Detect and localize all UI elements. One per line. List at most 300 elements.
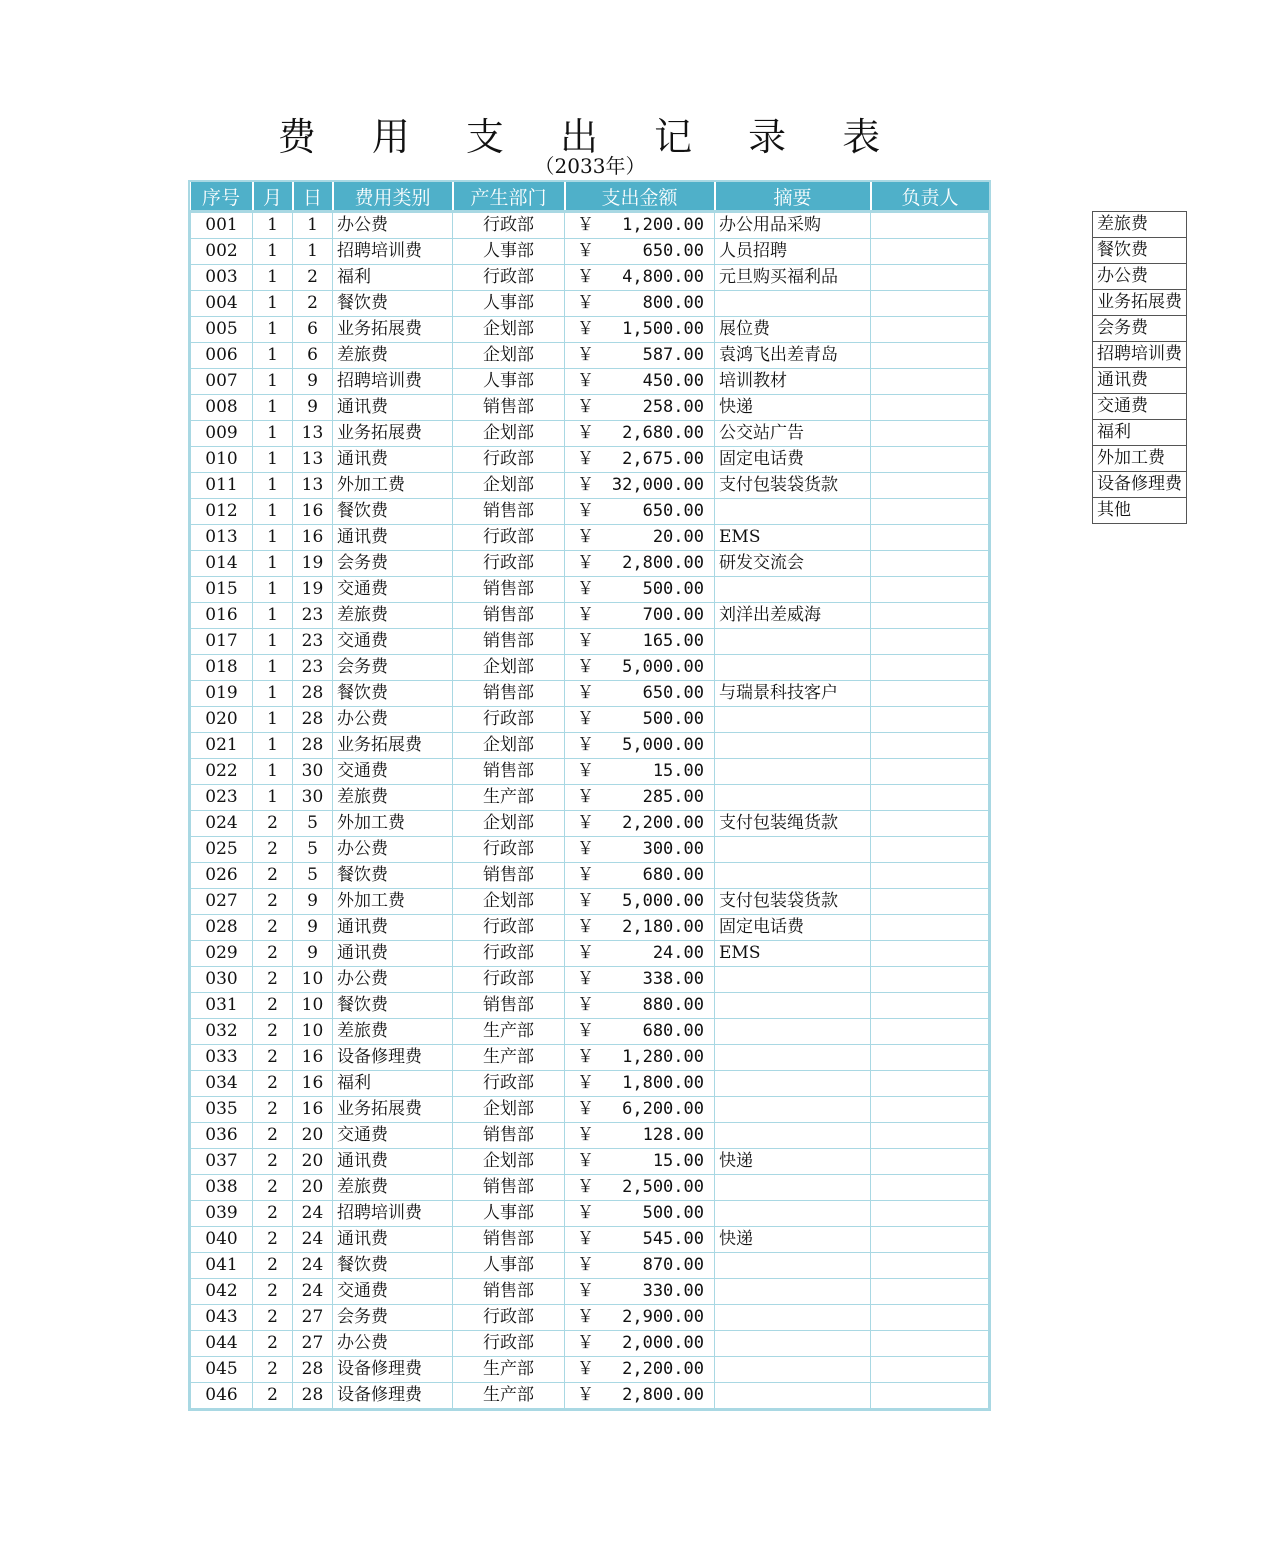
- cell-summary[interactable]: 固定电话费: [715, 915, 871, 941]
- cell-category[interactable]: 福利: [333, 265, 453, 291]
- cell-department[interactable]: 生产部: [453, 1019, 565, 1045]
- cell-department[interactable]: 企划部: [453, 343, 565, 369]
- cell-department[interactable]: 企划部: [453, 733, 565, 759]
- cell-amount[interactable]: [565, 707, 715, 733]
- cell-category[interactable]: 办公费: [333, 1331, 453, 1357]
- cell-department[interactable]: 企划部: [453, 421, 565, 447]
- cell-day[interactable]: 6: [293, 317, 333, 343]
- cell-day[interactable]: 9: [293, 369, 333, 395]
- cell-no[interactable]: 043: [191, 1305, 253, 1331]
- cell-department[interactable]: 人事部: [453, 369, 565, 395]
- cell-department[interactable]: 行政部: [453, 551, 565, 577]
- cell-summary[interactable]: [715, 1331, 871, 1357]
- cell-day[interactable]: 30: [293, 785, 333, 811]
- cell-day[interactable]: 9: [293, 915, 333, 941]
- cell-category[interactable]: 福利: [333, 1071, 453, 1097]
- cell-owner[interactable]: [871, 889, 989, 915]
- cell-category[interactable]: 业务拓展费: [333, 733, 453, 759]
- cell-department[interactable]: 销售部: [453, 1175, 565, 1201]
- cell-owner[interactable]: [871, 759, 989, 785]
- cell-amount[interactable]: [565, 629, 715, 655]
- cell-month[interactable]: 1: [253, 212, 293, 239]
- cell-summary[interactable]: [715, 629, 871, 655]
- cell-month[interactable]: 1: [253, 551, 293, 577]
- header-owner[interactable]: 负责人: [871, 182, 989, 212]
- cell-day[interactable]: 1: [293, 212, 333, 239]
- cell-amount[interactable]: [565, 1331, 715, 1357]
- cell-no[interactable]: 034: [191, 1071, 253, 1097]
- cell-amount[interactable]: [565, 1253, 715, 1279]
- cell-owner[interactable]: [871, 1019, 989, 1045]
- cell-month[interactable]: 2: [253, 1279, 293, 1305]
- cell-owner[interactable]: [871, 733, 989, 759]
- category-list-item[interactable]: 招聘培训费: [1093, 342, 1187, 368]
- cell-day[interactable]: 1: [293, 239, 333, 265]
- cell-owner[interactable]: [871, 1227, 989, 1253]
- cell-summary[interactable]: [715, 577, 871, 603]
- cell-summary[interactable]: 支付包装袋货款: [715, 473, 871, 499]
- cell-owner[interactable]: [871, 1149, 989, 1175]
- cell-amount[interactable]: [565, 1279, 715, 1305]
- cell-owner[interactable]: [871, 343, 989, 369]
- cell-summary[interactable]: 公交站广告: [715, 421, 871, 447]
- cell-month[interactable]: 2: [253, 863, 293, 889]
- cell-day[interactable]: 6: [293, 343, 333, 369]
- cell-month[interactable]: 1: [253, 759, 293, 785]
- cell-department[interactable]: 生产部: [453, 785, 565, 811]
- cell-category[interactable]: 餐饮费: [333, 681, 453, 707]
- cell-owner[interactable]: [871, 1357, 989, 1383]
- cell-department[interactable]: 行政部: [453, 525, 565, 551]
- cell-amount[interactable]: [565, 1357, 715, 1383]
- cell-amount[interactable]: [565, 369, 715, 395]
- cell-owner[interactable]: [871, 785, 989, 811]
- cell-no[interactable]: 041: [191, 1253, 253, 1279]
- cell-owner[interactable]: [871, 1279, 989, 1305]
- cell-owner[interactable]: [871, 1331, 989, 1357]
- cell-department[interactable]: 企划部: [453, 811, 565, 837]
- cell-summary[interactable]: [715, 733, 871, 759]
- cell-summary[interactable]: EMS: [715, 525, 871, 551]
- cell-day[interactable]: 24: [293, 1279, 333, 1305]
- cell-month[interactable]: 2: [253, 1331, 293, 1357]
- cell-no[interactable]: 044: [191, 1331, 253, 1357]
- cell-day[interactable]: 30: [293, 759, 333, 785]
- cell-category[interactable]: 业务拓展费: [333, 421, 453, 447]
- cell-department[interactable]: 行政部: [453, 212, 565, 239]
- cell-summary[interactable]: [715, 1097, 871, 1123]
- cell-amount[interactable]: [565, 1305, 715, 1331]
- cell-category[interactable]: 交通费: [333, 629, 453, 655]
- cell-department[interactable]: 人事部: [453, 291, 565, 317]
- cell-day[interactable]: 9: [293, 395, 333, 421]
- cell-no[interactable]: 005: [191, 317, 253, 343]
- cell-category[interactable]: 办公费: [333, 967, 453, 993]
- cell-amount[interactable]: [565, 1201, 715, 1227]
- cell-category[interactable]: 通讯费: [333, 447, 453, 473]
- cell-day[interactable]: 5: [293, 863, 333, 889]
- cell-owner[interactable]: [871, 499, 989, 525]
- cell-owner[interactable]: [871, 1175, 989, 1201]
- cell-amount[interactable]: [565, 681, 715, 707]
- cell-owner[interactable]: [871, 941, 989, 967]
- cell-summary[interactable]: [715, 1201, 871, 1227]
- cell-department[interactable]: 企划部: [453, 317, 565, 343]
- cell-no[interactable]: 018: [191, 655, 253, 681]
- cell-month[interactable]: 2: [253, 1383, 293, 1409]
- cell-month[interactable]: 2: [253, 1201, 293, 1227]
- cell-department[interactable]: 行政部: [453, 447, 565, 473]
- cell-month[interactable]: 2: [253, 889, 293, 915]
- cell-no[interactable]: 014: [191, 551, 253, 577]
- cell-amount[interactable]: [565, 1071, 715, 1097]
- cell-month[interactable]: 1: [253, 499, 293, 525]
- cell-month[interactable]: 1: [253, 655, 293, 681]
- cell-month[interactable]: 2: [253, 967, 293, 993]
- cell-category[interactable]: 招聘培训费: [333, 239, 453, 265]
- cell-month[interactable]: 1: [253, 447, 293, 473]
- cell-day[interactable]: 10: [293, 993, 333, 1019]
- cell-day[interactable]: 24: [293, 1227, 333, 1253]
- cell-department[interactable]: 人事部: [453, 1253, 565, 1279]
- cell-summary[interactable]: [715, 785, 871, 811]
- cell-month[interactable]: 1: [253, 577, 293, 603]
- header-summary[interactable]: 摘要: [715, 182, 871, 212]
- cell-no[interactable]: 017: [191, 629, 253, 655]
- cell-summary[interactable]: [715, 1175, 871, 1201]
- cell-category[interactable]: 通讯费: [333, 941, 453, 967]
- cell-owner[interactable]: [871, 1253, 989, 1279]
- cell-summary[interactable]: 元旦购买福利品: [715, 265, 871, 291]
- cell-department[interactable]: 行政部: [453, 967, 565, 993]
- cell-month[interactable]: 2: [253, 1175, 293, 1201]
- cell-amount[interactable]: [565, 967, 715, 993]
- category-list-item[interactable]: 交通费: [1093, 394, 1187, 420]
- cell-department[interactable]: 销售部: [453, 863, 565, 889]
- cell-day[interactable]: 16: [293, 525, 333, 551]
- cell-amount[interactable]: [565, 889, 715, 915]
- cell-category[interactable]: 交通费: [333, 1279, 453, 1305]
- cell-day[interactable]: 28: [293, 707, 333, 733]
- cell-owner[interactable]: [871, 993, 989, 1019]
- cell-day[interactable]: 23: [293, 603, 333, 629]
- cell-department[interactable]: 行政部: [453, 837, 565, 863]
- cell-category[interactable]: 办公费: [333, 707, 453, 733]
- cell-department[interactable]: 人事部: [453, 239, 565, 265]
- cell-month[interactable]: 2: [253, 837, 293, 863]
- cell-department[interactable]: 行政部: [453, 1331, 565, 1357]
- cell-department[interactable]: 销售部: [453, 759, 565, 785]
- cell-amount[interactable]: [565, 1149, 715, 1175]
- cell-summary[interactable]: EMS: [715, 941, 871, 967]
- category-list-item[interactable]: 办公费: [1093, 264, 1187, 290]
- cell-department[interactable]: 销售部: [453, 681, 565, 707]
- cell-amount[interactable]: [565, 1227, 715, 1253]
- cell-no[interactable]: 024: [191, 811, 253, 837]
- cell-day[interactable]: 19: [293, 577, 333, 603]
- cell-month[interactable]: 1: [253, 421, 293, 447]
- cell-day[interactable]: 9: [293, 889, 333, 915]
- cell-summary[interactable]: [715, 1357, 871, 1383]
- cell-day[interactable]: 28: [293, 1357, 333, 1383]
- cell-no[interactable]: 008: [191, 395, 253, 421]
- cell-category[interactable]: 差旅费: [333, 1175, 453, 1201]
- category-list-item[interactable]: 业务拓展费: [1093, 290, 1187, 316]
- cell-department[interactable]: 销售部: [453, 1123, 565, 1149]
- cell-amount[interactable]: [565, 811, 715, 837]
- cell-category[interactable]: 交通费: [333, 577, 453, 603]
- cell-department[interactable]: 行政部: [453, 1071, 565, 1097]
- cell-amount[interactable]: [565, 473, 715, 499]
- cell-amount[interactable]: [565, 239, 715, 265]
- cell-day[interactable]: 2: [293, 265, 333, 291]
- cell-department[interactable]: 销售部: [453, 1227, 565, 1253]
- category-list-item[interactable]: 福利: [1093, 420, 1187, 446]
- cell-category[interactable]: 业务拓展费: [333, 317, 453, 343]
- cell-no[interactable]: 022: [191, 759, 253, 785]
- cell-month[interactable]: 1: [253, 291, 293, 317]
- cell-no[interactable]: 015: [191, 577, 253, 603]
- cell-amount[interactable]: [565, 291, 715, 317]
- cell-department[interactable]: 企划部: [453, 1149, 565, 1175]
- cell-owner[interactable]: [871, 863, 989, 889]
- cell-month[interactable]: 1: [253, 473, 293, 499]
- cell-month[interactable]: 2: [253, 915, 293, 941]
- header-category[interactable]: 费用类别: [333, 182, 453, 212]
- cell-summary[interactable]: [715, 1305, 871, 1331]
- cell-owner[interactable]: [871, 1305, 989, 1331]
- cell-summary[interactable]: [715, 863, 871, 889]
- cell-month[interactable]: 2: [253, 1097, 293, 1123]
- cell-amount[interactable]: [565, 1175, 715, 1201]
- cell-category[interactable]: 餐饮费: [333, 499, 453, 525]
- cell-month[interactable]: 1: [253, 369, 293, 395]
- cell-day[interactable]: 16: [293, 1045, 333, 1071]
- cell-day[interactable]: 27: [293, 1331, 333, 1357]
- cell-department[interactable]: 生产部: [453, 1357, 565, 1383]
- cell-category[interactable]: 通讯费: [333, 525, 453, 551]
- cell-department[interactable]: 人事部: [453, 1201, 565, 1227]
- cell-owner[interactable]: [871, 681, 989, 707]
- cell-department[interactable]: 销售部: [453, 395, 565, 421]
- cell-amount[interactable]: [565, 212, 715, 239]
- cell-amount[interactable]: [565, 525, 715, 551]
- cell-no[interactable]: 045: [191, 1357, 253, 1383]
- cell-month[interactable]: 1: [253, 343, 293, 369]
- cell-day[interactable]: 28: [293, 1383, 333, 1409]
- cell-amount[interactable]: [565, 317, 715, 343]
- cell-amount[interactable]: [565, 837, 715, 863]
- cell-department[interactable]: 生产部: [453, 1383, 565, 1409]
- cell-no[interactable]: 037: [191, 1149, 253, 1175]
- cell-summary[interactable]: 人员招聘: [715, 239, 871, 265]
- cell-owner[interactable]: [871, 473, 989, 499]
- cell-no[interactable]: 010: [191, 447, 253, 473]
- cell-no[interactable]: 035: [191, 1097, 253, 1123]
- cell-month[interactable]: 2: [253, 1305, 293, 1331]
- cell-month[interactable]: 1: [253, 395, 293, 421]
- header-department[interactable]: 产生部门: [453, 182, 565, 212]
- header-day[interactable]: 日: [293, 182, 333, 212]
- cell-no[interactable]: 036: [191, 1123, 253, 1149]
- cell-category[interactable]: 外加工费: [333, 889, 453, 915]
- cell-no[interactable]: 007: [191, 369, 253, 395]
- cell-day[interactable]: 16: [293, 1071, 333, 1097]
- cell-summary[interactable]: [715, 1383, 871, 1409]
- cell-month[interactable]: 1: [253, 707, 293, 733]
- cell-category[interactable]: 办公费: [333, 212, 453, 239]
- cell-amount[interactable]: [565, 993, 715, 1019]
- cell-category[interactable]: 差旅费: [333, 1019, 453, 1045]
- cell-amount[interactable]: [565, 265, 715, 291]
- cell-department[interactable]: 行政部: [453, 915, 565, 941]
- cell-summary[interactable]: 办公用品采购: [715, 212, 871, 239]
- cell-no[interactable]: 019: [191, 681, 253, 707]
- cell-day[interactable]: 20: [293, 1175, 333, 1201]
- cell-month[interactable]: 2: [253, 1253, 293, 1279]
- cell-day[interactable]: 20: [293, 1123, 333, 1149]
- cell-amount[interactable]: [565, 759, 715, 785]
- cell-category[interactable]: 通讯费: [333, 395, 453, 421]
- cell-summary[interactable]: [715, 1071, 871, 1097]
- category-list-item[interactable]: 通讯费: [1093, 368, 1187, 394]
- cell-month[interactable]: 1: [253, 733, 293, 759]
- cell-summary[interactable]: 快递: [715, 1149, 871, 1175]
- cell-owner[interactable]: [871, 811, 989, 837]
- cell-no[interactable]: 026: [191, 863, 253, 889]
- cell-no[interactable]: 021: [191, 733, 253, 759]
- cell-owner[interactable]: [871, 395, 989, 421]
- cell-summary[interactable]: [715, 499, 871, 525]
- cell-amount[interactable]: [565, 395, 715, 421]
- cell-day[interactable]: 10: [293, 967, 333, 993]
- cell-no[interactable]: 003: [191, 265, 253, 291]
- category-list-item[interactable]: 会务费: [1093, 316, 1187, 342]
- cell-amount[interactable]: [565, 499, 715, 525]
- cell-owner[interactable]: [871, 551, 989, 577]
- cell-amount[interactable]: [565, 447, 715, 473]
- cell-day[interactable]: 24: [293, 1201, 333, 1227]
- cell-owner[interactable]: [871, 421, 989, 447]
- cell-category[interactable]: 办公费: [333, 837, 453, 863]
- cell-day[interactable]: 23: [293, 629, 333, 655]
- cell-no[interactable]: 020: [191, 707, 253, 733]
- cell-month[interactable]: 2: [253, 1227, 293, 1253]
- cell-no[interactable]: 032: [191, 1019, 253, 1045]
- cell-summary[interactable]: 培训教材: [715, 369, 871, 395]
- cell-summary[interactable]: [715, 759, 871, 785]
- cell-no[interactable]: 025: [191, 837, 253, 863]
- cell-no[interactable]: 004: [191, 291, 253, 317]
- cell-department[interactable]: 企划部: [453, 655, 565, 681]
- cell-category[interactable]: 餐饮费: [333, 291, 453, 317]
- cell-summary[interactable]: [715, 1019, 871, 1045]
- header-no[interactable]: 序号: [191, 182, 253, 212]
- cell-owner[interactable]: [871, 212, 989, 239]
- cell-amount[interactable]: [565, 941, 715, 967]
- cell-day[interactable]: 27: [293, 1305, 333, 1331]
- cell-amount[interactable]: [565, 733, 715, 759]
- cell-no[interactable]: 013: [191, 525, 253, 551]
- cell-no[interactable]: 029: [191, 941, 253, 967]
- cell-no[interactable]: 011: [191, 473, 253, 499]
- cell-summary[interactable]: 快递: [715, 395, 871, 421]
- cell-month[interactable]: 1: [253, 525, 293, 551]
- cell-summary[interactable]: [715, 1279, 871, 1305]
- cell-department[interactable]: 企划部: [453, 889, 565, 915]
- cell-owner[interactable]: [871, 525, 989, 551]
- cell-owner[interactable]: [871, 1383, 989, 1409]
- cell-no[interactable]: 012: [191, 499, 253, 525]
- cell-amount[interactable]: [565, 1045, 715, 1071]
- cell-amount[interactable]: [565, 1097, 715, 1123]
- cell-no[interactable]: 027: [191, 889, 253, 915]
- cell-summary[interactable]: 固定电话费: [715, 447, 871, 473]
- cell-no[interactable]: 040: [191, 1227, 253, 1253]
- cell-day[interactable]: 13: [293, 473, 333, 499]
- cell-no[interactable]: 046: [191, 1383, 253, 1409]
- cell-day[interactable]: 23: [293, 655, 333, 681]
- category-list-item[interactable]: 其他: [1093, 498, 1187, 524]
- cell-month[interactable]: 2: [253, 1149, 293, 1175]
- cell-month[interactable]: 2: [253, 1357, 293, 1383]
- cell-month[interactable]: 2: [253, 811, 293, 837]
- cell-category[interactable]: 差旅费: [333, 603, 453, 629]
- cell-owner[interactable]: [871, 1045, 989, 1071]
- cell-day[interactable]: 24: [293, 1253, 333, 1279]
- cell-owner[interactable]: [871, 707, 989, 733]
- cell-no[interactable]: 030: [191, 967, 253, 993]
- cell-owner[interactable]: [871, 317, 989, 343]
- cell-no[interactable]: 042: [191, 1279, 253, 1305]
- cell-no[interactable]: 039: [191, 1201, 253, 1227]
- cell-day[interactable]: 19: [293, 551, 333, 577]
- cell-month[interactable]: 1: [253, 603, 293, 629]
- cell-no[interactable]: 016: [191, 603, 253, 629]
- cell-month[interactable]: 1: [253, 785, 293, 811]
- cell-department[interactable]: 企划部: [453, 473, 565, 499]
- cell-department[interactable]: 行政部: [453, 1305, 565, 1331]
- cell-category[interactable]: 餐饮费: [333, 993, 453, 1019]
- cell-summary[interactable]: [715, 655, 871, 681]
- cell-department[interactable]: 销售部: [453, 993, 565, 1019]
- cell-owner[interactable]: [871, 967, 989, 993]
- cell-amount[interactable]: [565, 551, 715, 577]
- cell-owner[interactable]: [871, 1097, 989, 1123]
- category-list-item[interactable]: 餐饮费: [1093, 238, 1187, 264]
- cell-amount[interactable]: [565, 577, 715, 603]
- cell-month[interactable]: 2: [253, 1071, 293, 1097]
- cell-department[interactable]: 行政部: [453, 265, 565, 291]
- cell-owner[interactable]: [871, 1071, 989, 1097]
- cell-department[interactable]: 行政部: [453, 941, 565, 967]
- cell-owner[interactable]: [871, 265, 989, 291]
- cell-category[interactable]: 差旅费: [333, 785, 453, 811]
- header-month[interactable]: 月: [253, 182, 293, 212]
- cell-owner[interactable]: [871, 603, 989, 629]
- cell-no[interactable]: 006: [191, 343, 253, 369]
- cell-category[interactable]: 设备修理费: [333, 1045, 453, 1071]
- cell-category[interactable]: 业务拓展费: [333, 1097, 453, 1123]
- cell-amount[interactable]: [565, 655, 715, 681]
- cell-summary[interactable]: [715, 1045, 871, 1071]
- cell-amount[interactable]: [565, 603, 715, 629]
- cell-day[interactable]: 13: [293, 421, 333, 447]
- cell-day[interactable]: 16: [293, 1097, 333, 1123]
- cell-amount[interactable]: [565, 1383, 715, 1409]
- cell-summary[interactable]: 与瑞景科技客户: [715, 681, 871, 707]
- cell-owner[interactable]: [871, 655, 989, 681]
